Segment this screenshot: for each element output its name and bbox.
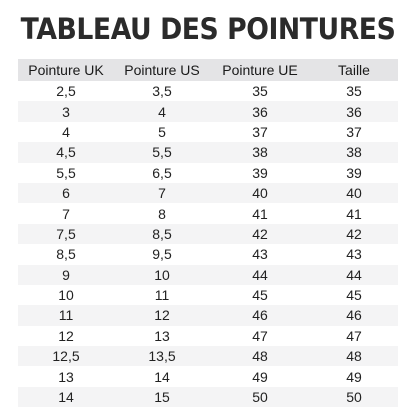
us-size-cell: 5: [158, 123, 166, 140]
table-row: [18, 346, 398, 366]
eu-size-cell: 43: [252, 246, 268, 263]
us-size-cell: 12: [154, 307, 170, 324]
us-size-cell: 9,5: [152, 246, 172, 263]
table-header-row: [18, 59, 398, 81]
eu-size-cell: 40: [252, 185, 268, 202]
size-cell: 46: [346, 307, 362, 324]
eu-size-cell: 36: [252, 103, 268, 120]
column-header-eu: Pointure UE: [222, 62, 298, 78]
eu-size-cell: 46: [252, 307, 268, 324]
size-cell: 44: [346, 266, 362, 283]
eu-size-cell: 42: [252, 225, 268, 242]
size-cell: 47: [346, 327, 362, 344]
uk-size-cell: 4: [62, 123, 70, 140]
uk-size-cell: 12,5: [52, 348, 80, 365]
table-row: [18, 203, 398, 223]
us-size-cell: 5,5: [152, 144, 172, 161]
uk-size-cell: 2,5: [56, 83, 76, 100]
size-cell: 50: [346, 389, 362, 406]
us-size-cell: 15: [154, 389, 170, 406]
uk-size-cell: 5,5: [56, 164, 76, 181]
size-cell: 48: [346, 348, 362, 365]
eu-size-cell: 49: [252, 368, 268, 385]
us-size-cell: 13,5: [148, 348, 176, 365]
uk-size-cell: 7: [62, 205, 70, 222]
eu-size-cell: 39: [252, 164, 268, 181]
table-row: [18, 305, 398, 325]
table-row: [18, 122, 398, 142]
uk-size-cell: 3: [62, 103, 70, 120]
eu-size-cell: 45: [252, 287, 268, 304]
eu-size-cell: 41: [252, 205, 268, 222]
table-row: [18, 183, 398, 203]
table-row: [18, 224, 398, 244]
size-cell: 37: [346, 123, 362, 140]
size-cell: 39: [346, 164, 362, 181]
us-size-cell: 8,5: [152, 225, 172, 242]
us-size-cell: 3,5: [152, 83, 172, 100]
table-body: [18, 81, 398, 407]
uk-size-cell: 11: [58, 307, 74, 324]
size-cell: 49: [346, 368, 362, 385]
us-size-cell: 8: [158, 205, 166, 222]
column-header-us: Pointure US: [124, 62, 200, 78]
table-row: [18, 244, 398, 264]
table-row: [18, 366, 398, 386]
size-cell: 35: [346, 83, 362, 100]
table-row: [18, 387, 398, 407]
eu-size-cell: 37: [252, 123, 268, 140]
uk-size-cell: 4,5: [56, 144, 76, 161]
size-cell: 40: [346, 185, 362, 202]
us-size-cell: 13: [154, 327, 170, 344]
us-size-cell: 6,5: [152, 164, 172, 181]
size-cell: 45: [346, 287, 362, 304]
table-row: [18, 142, 398, 162]
size-cell: 43: [346, 246, 362, 263]
eu-size-cell: 50: [252, 389, 268, 406]
eu-size-cell: 44: [252, 266, 268, 283]
size-cell: 36: [346, 103, 362, 120]
uk-size-cell: 9: [62, 266, 70, 283]
us-size-cell: 7: [158, 185, 166, 202]
table-row: [18, 81, 398, 101]
size-cell: 41: [346, 205, 362, 222]
eu-size-cell: 35: [252, 83, 268, 100]
eu-size-cell: 38: [252, 144, 268, 161]
uk-size-cell: 7,5: [56, 225, 76, 242]
table-row: [18, 285, 398, 305]
uk-size-cell: 13: [58, 368, 74, 385]
uk-size-cell: 10: [58, 287, 74, 304]
uk-size-cell: 8,5: [56, 246, 76, 263]
uk-size-cell: 12: [58, 327, 74, 344]
size-cell: 38: [346, 144, 362, 161]
us-size-cell: 14: [154, 368, 170, 385]
page-title: TABLEAU DES POINTURES: [20, 12, 396, 46]
uk-size-cell: 6: [62, 185, 70, 202]
column-header-size: Taille: [338, 62, 370, 78]
table-row: [18, 326, 398, 346]
table-row: [18, 163, 398, 183]
column-header-uk: Pointure UK: [28, 62, 104, 78]
size-cell: 42: [346, 225, 362, 242]
eu-size-cell: 48: [252, 348, 268, 365]
table-row: [18, 265, 398, 285]
size-chart-table: [18, 59, 398, 407]
us-size-cell: 10: [154, 266, 170, 283]
eu-size-cell: 47: [252, 327, 268, 344]
table-row: [18, 101, 398, 121]
uk-size-cell: 14: [58, 389, 74, 406]
us-size-cell: 4: [158, 103, 166, 120]
us-size-cell: 11: [154, 287, 170, 304]
